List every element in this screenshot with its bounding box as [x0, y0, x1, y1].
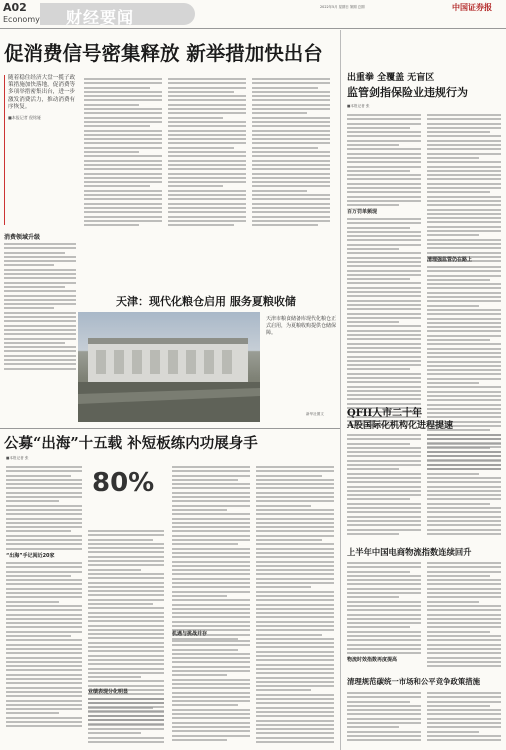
page-number: A02 — [3, 1, 27, 14]
second-body-col-1b — [6, 562, 82, 730]
qfii-body-col-1 — [347, 434, 421, 537]
lead-abstract-box — [4, 75, 76, 225]
lead-body-col-2 — [168, 78, 246, 228]
second-body-col-2b — [88, 698, 164, 745]
photo-caption: 天津市粮食储备库现代化粮仓正式启用，为夏粮收购提供仓储保障。 — [266, 316, 337, 336]
masthead-rule — [0, 28, 506, 29]
photo-story — [78, 295, 340, 422]
ecommerce-body-col-1 — [347, 562, 421, 657]
second-body-col-4 — [256, 466, 334, 745]
lead-body-col-3 — [252, 78, 330, 228]
section-divider — [0, 428, 340, 429]
qfii-body-col-2 — [427, 434, 501, 537]
photo-image — [78, 312, 260, 422]
sidebar-subtitle-1: 百万罚单频现 — [347, 209, 378, 215]
second-headline: 公募“出海”十五载 补短板练内功展身手 — [4, 435, 258, 452]
right-lower — [340, 400, 506, 750]
second-body-col-3 — [172, 466, 250, 642]
percent-value: 80% — [92, 468, 155, 498]
second-byline: ■本报记者 张 — [6, 456, 29, 460]
lead-byline: ■本报记者 倪铭娅 — [8, 115, 42, 121]
section-left-body — [4, 243, 76, 372]
second-subtitle-3: 机遇与挑战并存 — [172, 631, 208, 637]
masthead — [0, 0, 506, 30]
sidebar-subhead: 出重拳 全覆盖 无盲区 — [347, 73, 435, 83]
qfii-headline: QFII人市二十年 — [347, 408, 423, 419]
second-body-col-1 — [6, 466, 82, 552]
section-en: Economy — [3, 15, 40, 24]
newspaper-name: 中国证券报 — [452, 2, 492, 12]
second-subtitle-2: 业绩表现分化明显 — [88, 689, 129, 695]
second-subtitle-1: “出海”手记阅近20家 — [6, 553, 55, 559]
sidebar-byline: ■本报记者 张 — [347, 104, 370, 108]
carbon-body-col-1 — [347, 692, 421, 744]
percent-graphic — [88, 466, 168, 506]
photo-credit: 新华社图文 — [306, 412, 324, 416]
lead-body-col-1 — [84, 78, 162, 228]
ecommerce-body-col-2 — [427, 562, 501, 669]
ecommerce-subtitle: 物流时效指数再度提高 — [347, 657, 398, 663]
sidebar-headline: 监管剑指保险业违规行为 — [347, 86, 468, 99]
date-info: 2022年5月 星期日 第期 总期 — [320, 5, 365, 9]
carbon-body-col-2 — [427, 692, 501, 744]
ecommerce-headline: 上半年中国电商物流指数连续回升 — [347, 547, 472, 557]
sidebar-body-col-1b — [347, 218, 421, 429]
lead-abstract: 随着稳住经济大盘一揽子政策措施加快落地，促消费等多项举措密集出台，进一步激发消费活力，推动消费有序恢复。 — [8, 75, 76, 110]
sidebar-subtitle-2: 清理强监管仍在路上 — [427, 257, 473, 263]
photo-story-headline: 天津：现代化粮仓启用 服务夏粮收储 — [116, 295, 296, 308]
lead-headline: 促消费信号密集释放 新举措加快出台 — [4, 42, 323, 65]
granary-illustration — [78, 312, 260, 422]
second-body-col-3b — [172, 640, 250, 743]
sidebar-body-col-1 — [347, 114, 421, 209]
carbon-headline: 清理规范碳统一市场和公平竞争政策措施 — [347, 677, 481, 686]
sidebar-body-col-2 — [427, 114, 501, 264]
section-cn: 财经要闻 — [66, 8, 135, 27]
qfii-subheadline: A股国际化机构化进程提速 — [347, 421, 453, 431]
section-left-title: 消费领域升级 — [4, 234, 41, 241]
